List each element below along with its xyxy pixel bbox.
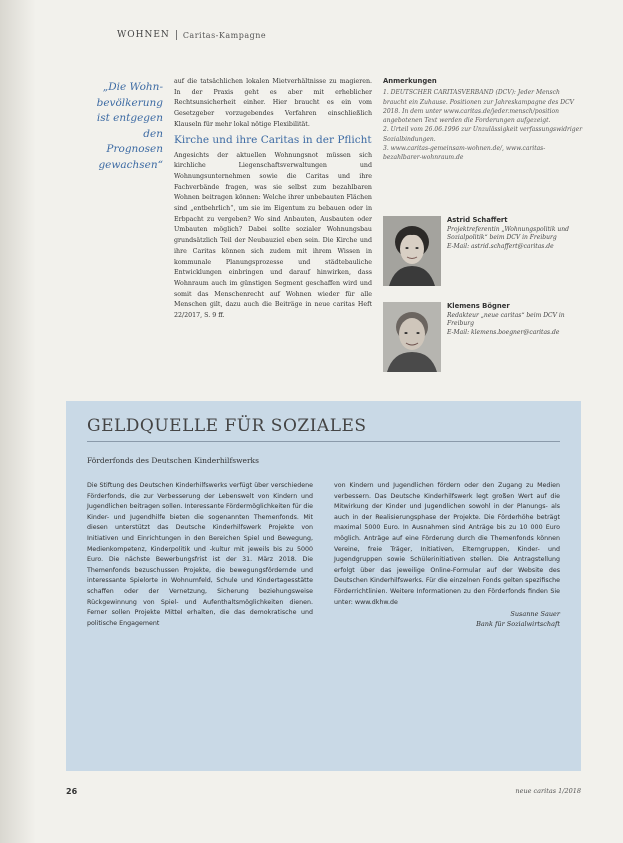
author-card xyxy=(383,216,583,286)
author-card xyxy=(383,302,583,372)
author-name: Klemens Bögner xyxy=(447,302,510,310)
author-email: E-Mail: astrid.schaffert@caritas.de xyxy=(447,242,554,250)
article-column xyxy=(174,77,372,322)
signature-name: Susanne Sauer xyxy=(510,610,560,619)
footnotes-title: Anmerkungen xyxy=(383,77,437,85)
author-role: Projektreferentin „Wohnungspolitik und Sozialpolitik“ beim DCV in Freiburg xyxy=(447,225,569,242)
footnotes xyxy=(383,77,583,163)
author-photo xyxy=(383,302,441,372)
article-subheading: Kirche und ihre Caritas in der Pflicht xyxy=(174,133,372,146)
author-role: Redakteur „neue caritas“ beim DCV in Freiburg xyxy=(447,311,565,328)
author-photo xyxy=(383,216,441,286)
info-box-divider xyxy=(87,441,560,442)
article-paragraph-2: Angesichts der aktuellen Wohnungsnot müssen sich kirchliche Liegenschaftsverwaltungen und Wohnungsunternehmen sowie die Caritas und ihre Fachverbände fragen, was sie selbst zum bezahlbaren Wohnen beitragen können: Welche ihrer unbebauten Flächen sind „entbehrlich“, um sie im Eigentum zu bebauen oder in Erbpacht zu vergeben? Wo sind Anbauten, Ausbauten oder Umbauten möglich? Dabei sollte sozialer Wohnungsbau grundsätzlich Teil der Neubauziel eben sein. Die Kirche und ihre Caritas können sich zudem mit ihrem Wissen in kommunale Planungsprozesse und städtebauliche Entwicklungen einbringen und darauf hinwirken, dass Wohnraum auch im günstigen Segment geschaffen wird und somit das Menschenrecht auf Wohnen wieder für alle Menschen gilt, dazu auch die Beiträge in neue caritas Heft 22/2017, S. 9 ff. xyxy=(174,151,372,320)
header-section: WOHNEN xyxy=(117,30,170,40)
footnote-1: 1. DEUTSCHER CARITASVERBAND (DCV): Jeder Mensch braucht ein Zuhause. Positionen zur Jahreskampagne des DCV 2018. In dem unter www.caritas.de/jeder.mensch/position angebotenen Text werden die Forderungen aufgezeigt. xyxy=(383,89,574,125)
magazine-issue: neue caritas 1/2018 xyxy=(515,787,581,795)
header-subsection: Caritas-Kampagne xyxy=(182,30,267,40)
author-email: E-Mail: klemens.boegner@caritas.de xyxy=(447,328,560,336)
header-divider xyxy=(176,30,177,40)
info-box-column-2 xyxy=(334,481,560,629)
page-number: 26 xyxy=(66,787,78,796)
article-paragraph-1: auf die tatsächlichen lokalen Mietverhältnisse zu magieren. In der Praxis geht es aber mit erheblicher Rechtsunsicherheit einher. Hier braucht es ein vom Gesetzgeber vorzugebendes Verfahren einschließlich Klauseln für mehr lokal nötige Flexibilität. xyxy=(174,78,372,128)
info-box xyxy=(66,401,581,771)
footnote-2: 2. Urteil vom 26.06.1996 zur Unzulässigkeit verfassungswidriger Sozialbindungen. xyxy=(383,126,583,143)
footnote-3: 3. www.caritas-gemeinsam-wohnen.de/, www.caritas-bezahlbarer-wohnraum.de xyxy=(383,145,546,162)
info-box-column-1: Die Stiftung des Deutschen Kinderhilfswerks verfügt über verschiedene Förderfonds, die zur Verbesserung der Lebenswelt von Kindern und Jugendlichen beitragen sollen. Interessante Fördermöglichkeiten für die Kinder- und Jugendhilfe bieten die sogenannten Themenfonds. Mit diesen unterstützt das Deutsche Kinderhilfswerk Projekte von Initiativen und Einrichtungen in den Bereichen Spiel und Bewegung, Medienkompetenz, Kinderpolitik und -kultur mit jeweils bis zu 5000 Euro. Die nächste Bewerbungsfrist ist der 31. März 2018. Die Themenfonds bezuschussen Projekte, die bewegungsfördernde und interessante Spielorte in Wohnumfeld, Schule und Kindertagesstätte schaffen oder der Vernetzung, Sicherung beziehungsweise Rückgewinnung von Spiel- und Aufenthaltsmöglichkeiten dienen. Ferner sollen Projekte Mittel erhalten, die das demokratische und politische Engagement xyxy=(87,482,313,627)
signature-org: Bank für Sozialwirtschaft xyxy=(476,620,560,629)
page-edge-shadow xyxy=(0,0,36,843)
author-info xyxy=(447,302,583,372)
info-box-column-2-text: von Kindern und Jugendlichen fördern oder den Zugang zu Medien verbessern. Das Deutsche Kinderhilfswerk legt großen Wert auf die Mitwirkung der Kinder und Jugendlichen sowohl in der Planungs- als auch in der Realisierungsphase der Projekte. Die Förderhöhe beträgt maximal 5000 Euro. In Ausnahmen sind Anträge bis zu 10 000 Euro möglich. Anträge auf eine Förderung durch die Themenfonds können Vereine, freie Träger, Initiativen, Elterngruppen, Kinder- und Jugendgruppen sowie Schülerinitiativen stellen. Die Antragstellung erfolgt über das jeweilige Online-Formular auf der Website des Deutschen Kinderhilfswerks. Für die einzelnen Fonds gelten spezifische Förderrichtlinien. Weitere Informationen zu den Förderfonds finden Sie unter: www.dkhw.de xyxy=(334,482,560,606)
info-box-title: GELDQUELLE FÜR SOZIALES xyxy=(87,416,367,436)
page-header xyxy=(117,30,266,40)
author-info xyxy=(447,216,583,286)
author-name: Astrid Schaffert xyxy=(447,216,508,224)
pull-quote: „Die Wohn-bevölkerung ist entgegen den Prognosen gewachsen“ xyxy=(96,81,163,171)
info-box-subtitle: Förderfonds des Deutschen Kinderhilfswerks xyxy=(87,456,259,465)
